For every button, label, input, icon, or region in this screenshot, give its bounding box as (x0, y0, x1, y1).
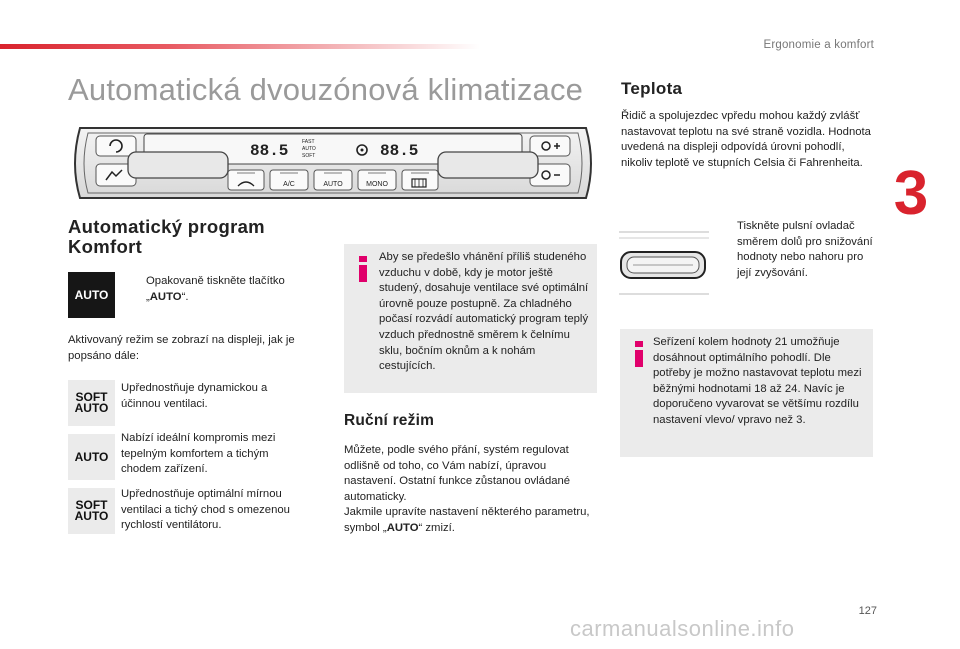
left-temp-display: 88.5 (250, 142, 289, 160)
manual-heading: Ruční režim (344, 412, 435, 429)
section-title: Ergonomie a komfort (763, 39, 874, 51)
soft-auto-icon: SOFT AUTO (68, 380, 115, 426)
info-text-temperature: Seřízení kolem hodnoty 21 umožňuje dosáhnout optimálního pohodlí. Dle potřeby je možno nastavovat teplotu mezi běžnými hodnotami 18 až 24. Navíc je doporučeno vyvarovat se většímu rozdílu nastavení vlevo/ vpravo než 3. (653, 336, 862, 426)
mono-button-label: MONO (366, 181, 388, 188)
page-number: 127 (858, 605, 877, 617)
soft-auto-icon: SOFT AUTO (68, 488, 115, 534)
manual-text: Můžete, podle svého přání, systém regulovat odlišně od toho, co Vám nabízí, úpravou nastavení. Ostatní funkce zůstanou ovládané automaticky. Jakmile upravíte nastavení některého parametru, symbol „AUTO“ zmizí. (344, 444, 590, 534)
chapter-number: 3 (893, 159, 929, 228)
right-temp-display: 88.5 (380, 142, 419, 160)
info-text-cold-engine: Aby se předešlo vhánění příliš studeného vzduchu v době, kdy je motor ještě studený, dosahuje ventilace své optimální úrovně pouze postupně. Za chladného počasí rozvádí automatický program teplý vzduch přednostně směrem k čelnímu sklu, bočním oknům a k nohám cestujících. (379, 251, 589, 373)
svg-text:FAST: FAST (302, 139, 315, 145)
comfort-intro: Aktivovaný režim se zobrazí na displeji, jak je popsáno dále: (68, 334, 295, 362)
info-icon (630, 339, 648, 369)
mode-text-1: Upřednostňuje dynamickou a účinnou ventilaci. (121, 382, 268, 410)
temperature-text: Řidič a spolujezdec vpředu mohou každý zvlášť nastavovat teplotu na své straně vozidla. Hodnota uvedená na displeji odpovídá úrovni pohodlí, nikoliv teplotě ve stupních Celsia či Fahrenheita. (621, 110, 871, 169)
page-title: Automatická dvouzónová klimatizace (68, 72, 584, 107)
info-box-temperature (620, 329, 873, 457)
temperature-rocker-illustration (619, 228, 709, 300)
header-accent-bar (0, 44, 480, 49)
info-box-cold-engine (344, 244, 597, 393)
mode-text-2: Nabízí ideální kompromis mezi tepelným komfortem a tichým chodem zařízení. (121, 432, 276, 476)
info-icon (354, 254, 372, 284)
temperature-heading: Teplota (621, 79, 683, 98)
mode-text-3: Upřednostňuje optimální mírnou ventilaci a tichý chod s omezenou rychlostí ventilátoru. (121, 488, 290, 532)
svg-text:SOFT: SOFT (302, 153, 316, 159)
ac-button-label: A/C (283, 181, 295, 188)
auto-icon: AUTO (68, 434, 115, 480)
svg-text:AUTO: AUTO (302, 146, 316, 152)
auto-button-icon: AUTO (68, 272, 115, 318)
watermark: carmanualsonline.info (570, 616, 795, 641)
comfort-heading: Automatický program Komfort (68, 216, 265, 257)
auto-button-label: AUTO (323, 181, 343, 188)
climate-panel-illustration (68, 124, 598, 202)
